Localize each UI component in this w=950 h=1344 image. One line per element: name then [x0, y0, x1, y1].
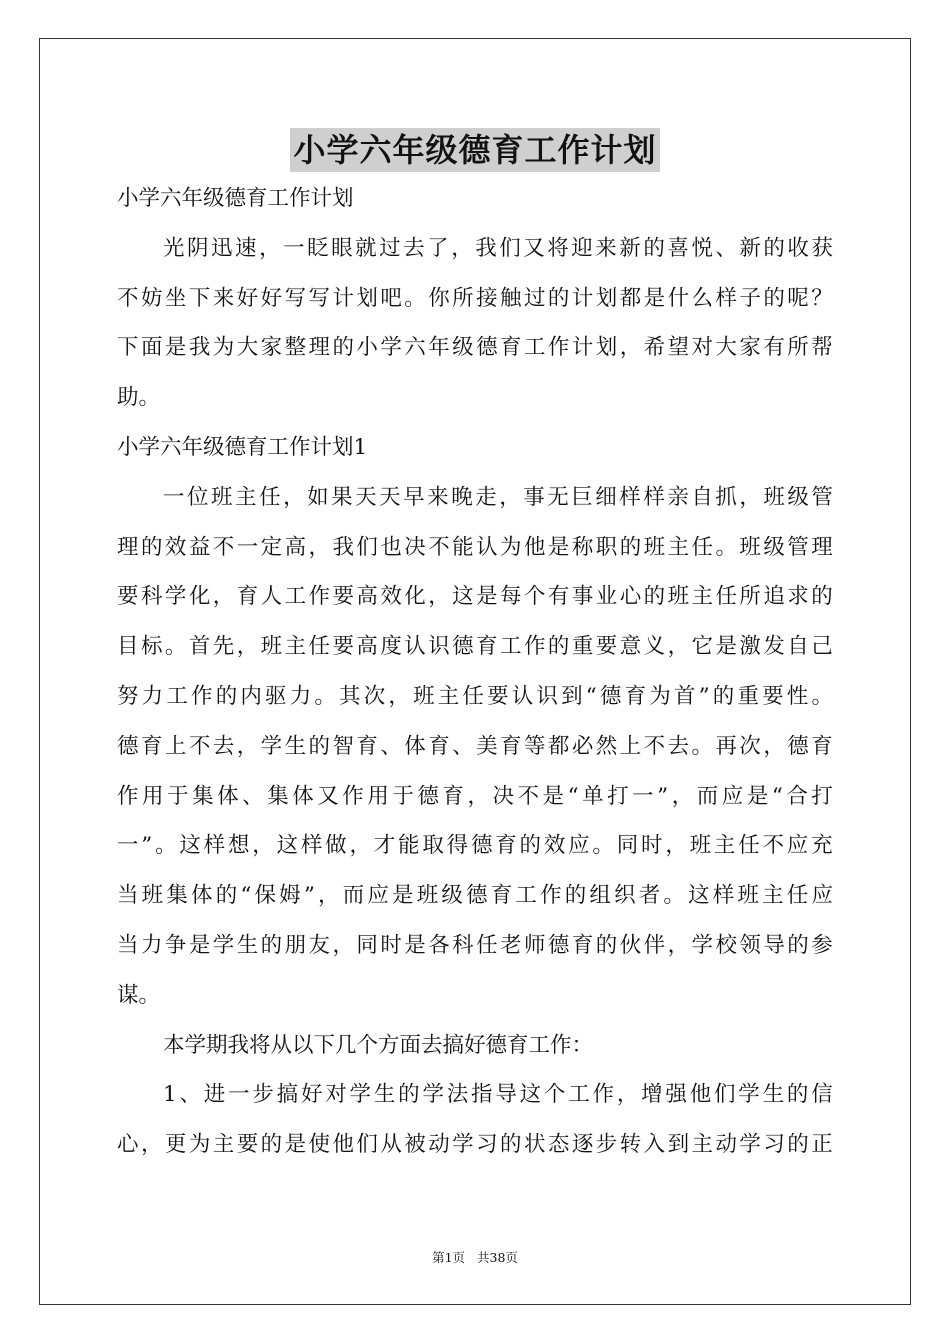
document-title: 小学六年级德育工作计划 [290, 128, 659, 172]
text-line: 助。 [117, 385, 161, 411]
title-container [0, 128, 950, 172]
text-line: 德 育 上 不 去 ， 学 生 的 智 育 、 体 育 、 美 育 等 都 必 然 上 不 去 。 再 次 ， 德 育 [117, 733, 833, 759]
page-number: 第1页 [432, 1250, 466, 1265]
text-line: 目 标 。 首 先 ， 班 主 任 要 高 度 认 识 德 育 工 作 的 重 要 意 义 ， 它 是 激 发 自 己 [117, 634, 833, 660]
text-line: 一 ” 。 这 样 想 ， 这 样 做 ， 才 能 取 得 德 育 的 效 应 。 同 时 ， 班 主 任 不 应 充 [117, 833, 833, 859]
text-line: 一 位 班 主 任 ， 如 果 天 天 早 来 晚 走 ， 事 无 巨 细 样 样 亲 自 抓 ， 班 级 管 [163, 484, 833, 510]
text-line: 下 面 是 我 为 大 家 整 理 的 小 学 六 年 级 德 育 工 作 计 划 ， 希 望 对 大 家 有 所 帮 [117, 335, 833, 361]
page-footer [0, 1248, 950, 1266]
text-line: 努 力 工 作 的 内 驱 力 。 其 次 ， 班 主 任 要 认 识 到 “ 德 育 为 首 ” 的 重 要 性 。 [117, 683, 833, 709]
text-line: 作 用 于 集 体 、 集 体 又 作 用 于 德 育 ， 决 不 是 “ 单 打 一 ” ， 而 应 是 “ 合 打 [117, 783, 833, 809]
text-line: 光 阴 迅 速 ， 一 眨 眼 就 过 去 了 ， 我 们 又 将 迎 来 新 的 喜 悦 、 新 的 收 获 [163, 235, 833, 261]
text-line: 谋。 [117, 982, 161, 1008]
text-line: 本学期我将从以下几个方面去搞好德育工作： [163, 1032, 594, 1058]
text-line: 小学六年级德育工作计划1 [117, 434, 368, 460]
text-line: 当 班 集 体 的 “ 保 姆 ” ， 而 应 是 班 级 德 育 工 作 的 组 织 者 。 这 样 班 主 任 应 [117, 883, 833, 909]
text-line: 不 妨 坐 下 来 好 好 写 写 计 划 吧 。 你 所 接 触 过 的 计 划 都 是 什 么 样 子 的 呢 ？ [117, 285, 833, 311]
text-line: 理 的 效 益 不 一 定 高 ， 我 们 也 决 不 能 认 为 他 是 称 职 的 班 主 任 。 班 级 管 理 [117, 534, 833, 560]
text-line: 小学六年级德育工作计划 [117, 186, 354, 211]
text-line: 1 、 进 一 步 搞 好 对 学 生 的 学 法 指 导 这 个 工 作 ， 增 强 他 们 学 生 的 信 [163, 1082, 833, 1108]
text-line: 心 ， 更 为 主 要 的 是 使 他 们 从 被 动 学 习 的 状 态 逐 步 转 入 到 主 动 学 习 的 正 [117, 1132, 833, 1158]
text-line: 当 力 争 是 学 生 的 朋 友 ， 同 时 是 各 科 任 老 师 德 育 的 伙 伴 ， 学 校 领 导 的 参 [117, 932, 833, 958]
text-line: 要 科 学 化 ， 育 人 工 作 要 高 效 化 ， 这 是 每 个 有 事 业 心 的 班 主 任 所 追 求 的 [117, 584, 833, 610]
document-body [117, 180, 833, 1176]
page-total: 共38页 [477, 1250, 518, 1265]
